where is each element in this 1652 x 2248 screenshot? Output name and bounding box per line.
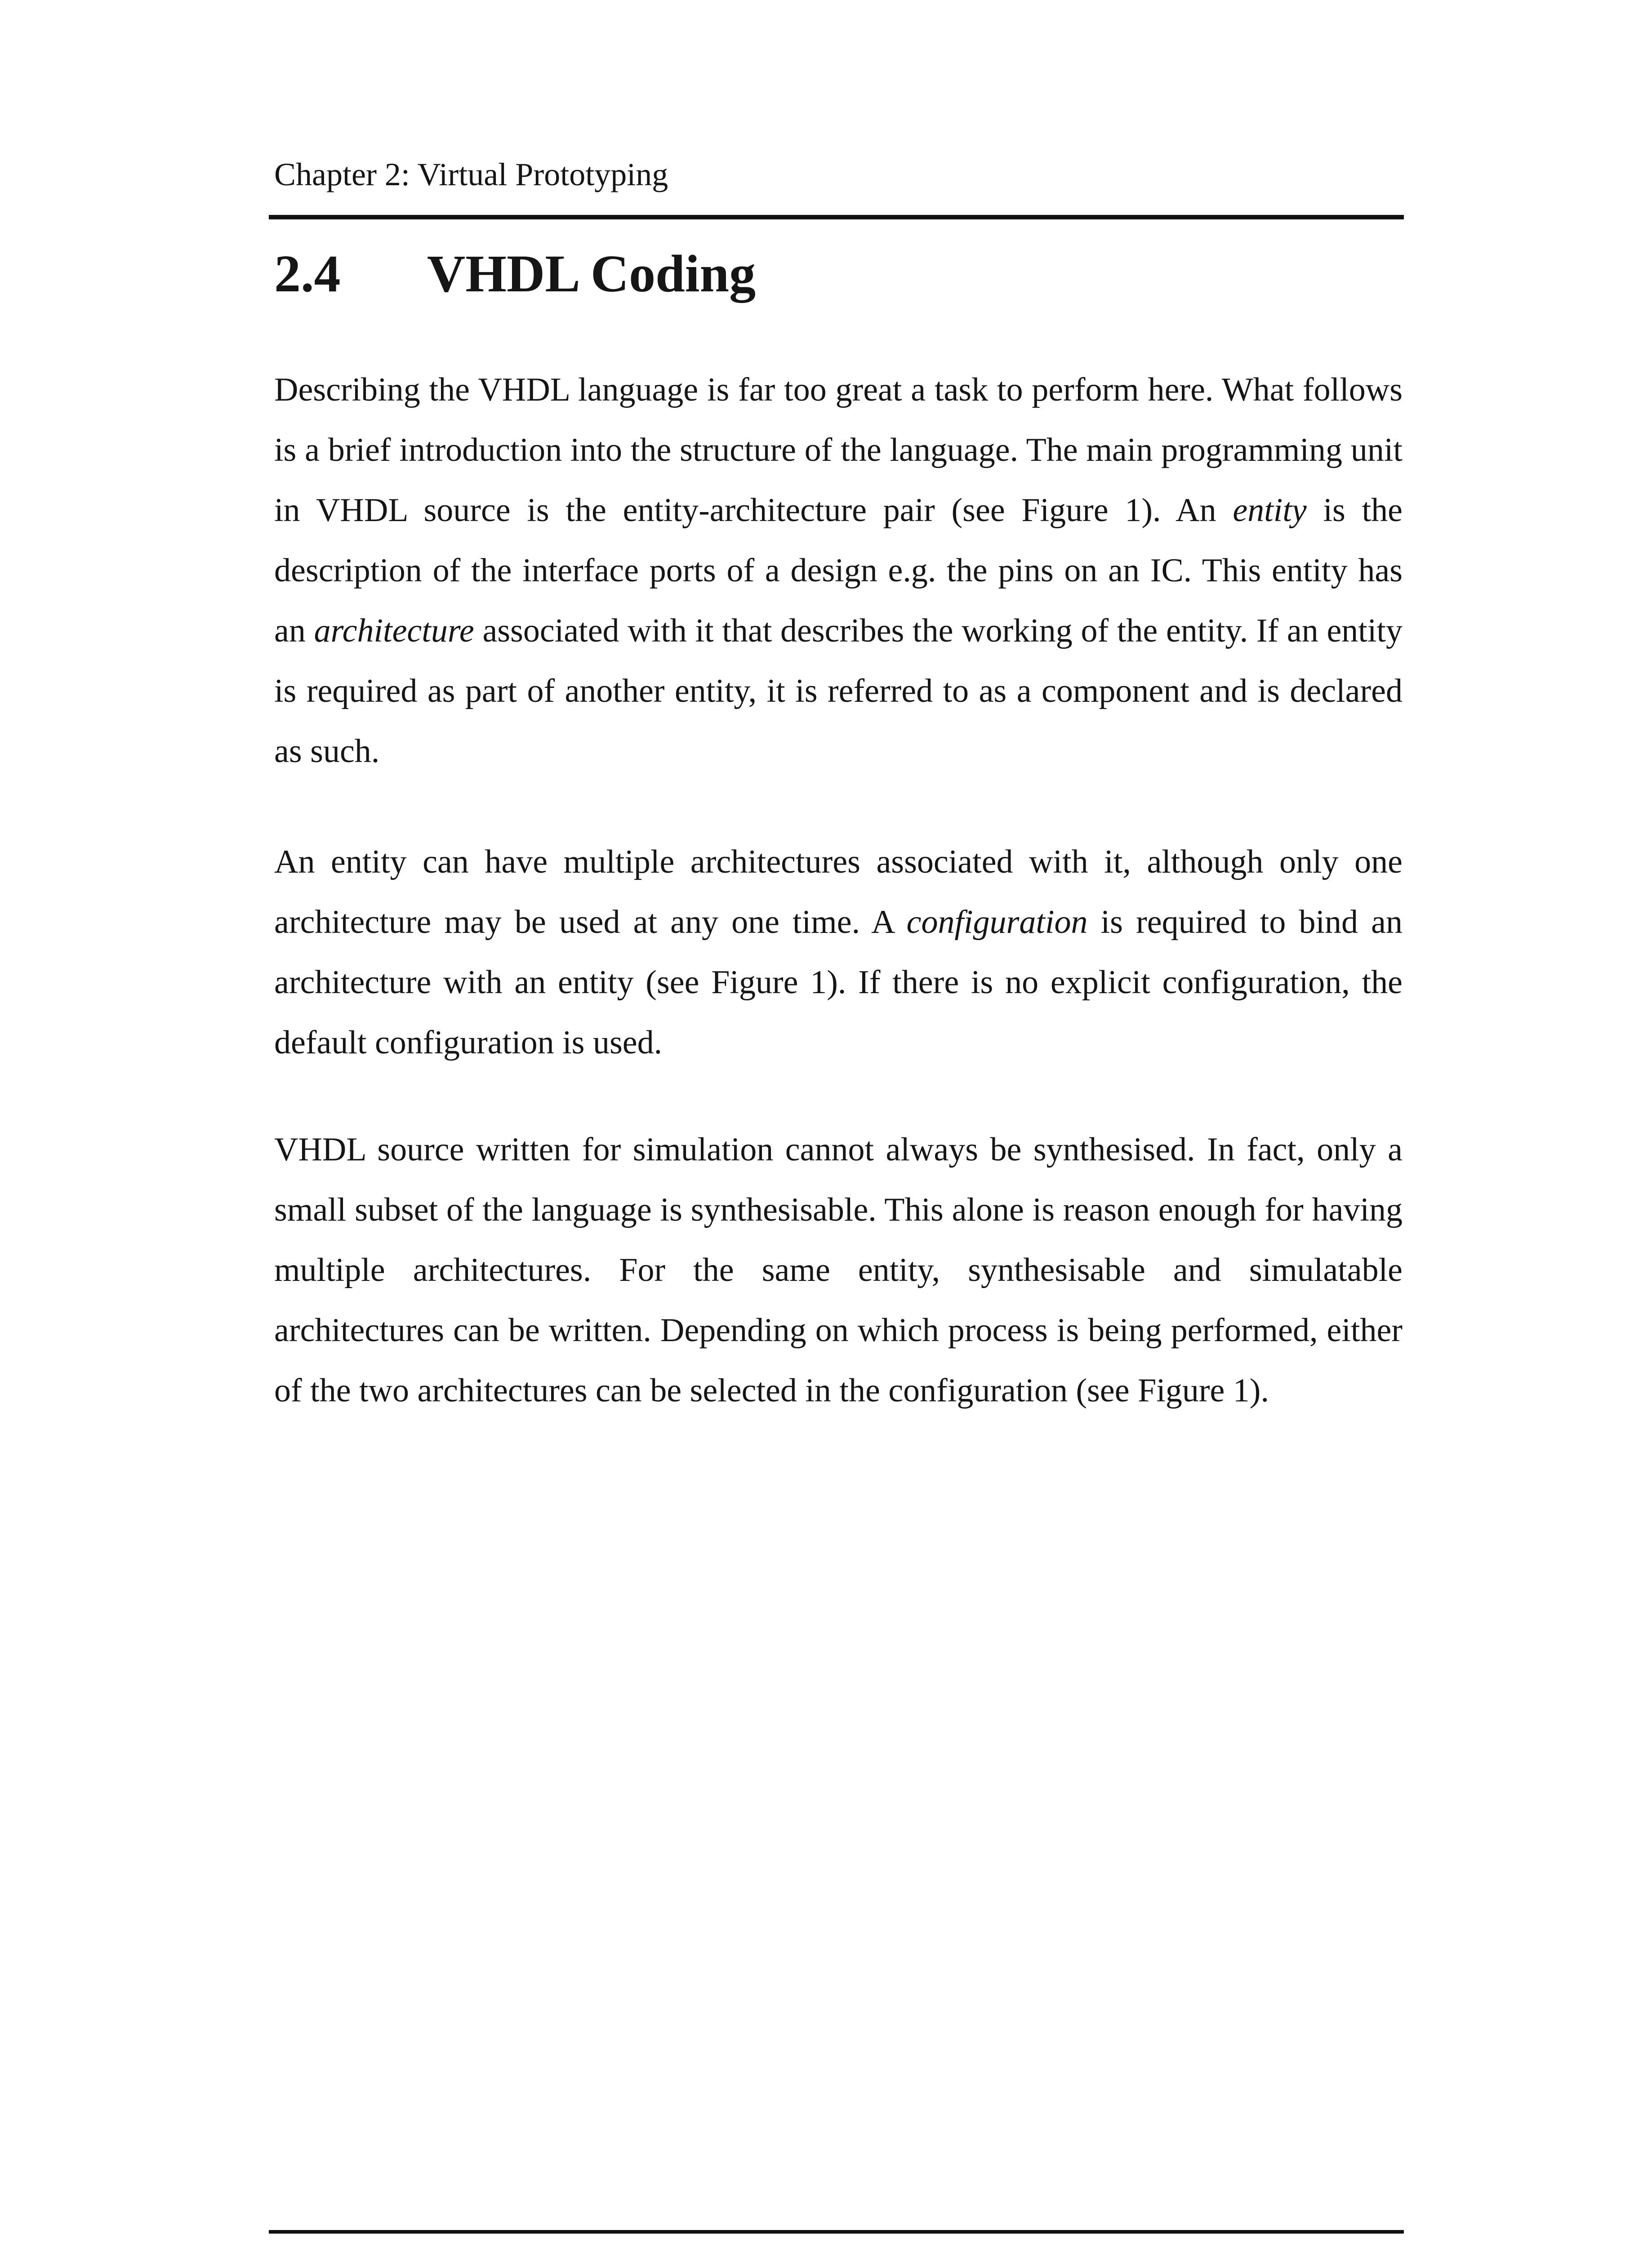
running-header: Chapter 2: Virtual Prototyping [274,156,668,192]
paragraph-1-text-1: Describing the VHDL language is far too great a task to perform here. What follows is a brief introduction into the structure of the language. The main programming unit in VHDL source is the entity-architecture pair (see Figure 1). An [274,371,1403,529]
paragraph-3 [274,1120,1403,1421]
footer-rule [269,2230,1404,2234]
paragraph-2 [274,832,1403,1073]
paragraph-1-text-3: associated with it that describes the working of the entity. If an entity is required as part of another entity, it is referred to as a component and is declared as such. [274,612,1403,770]
paragraph-1 [274,360,1403,781]
paragraph-1-text-2: is the description of the interface ports of a design e.g. the pins on an IC. This entity has an [274,492,1403,649]
term-entity: entity [1233,492,1307,529]
header-rule [269,215,1404,219]
paragraph-3-text-1: VHDL source written for simulation cannot always be synthesised. In fact, only a small subset of the language is synthesisable. This alone is reason enough for having multiple architectures. For the same entity, synthesisable and simulatable architectures can be written. Depending on which process is being performed, either of the two architectures can be selected in the configuration (see Figure 1). [274,1131,1403,1409]
paragraph-2-text-1: An entity can have multiple architectures associated with it, although only one architecture may be used at any one time. A [274,843,1403,941]
section-number: 2.4 [274,244,341,303]
paragraph-2-text-2: is required to bind an architecture with an entity (see Figure 1). If there is no explicit configuration, the default configuration is used. [274,904,1403,1061]
section-title: VHDL Coding [427,244,756,303]
term-configuration: configuration [906,904,1088,941]
section-heading [274,244,756,303]
term-architecture: architecture [314,612,474,649]
